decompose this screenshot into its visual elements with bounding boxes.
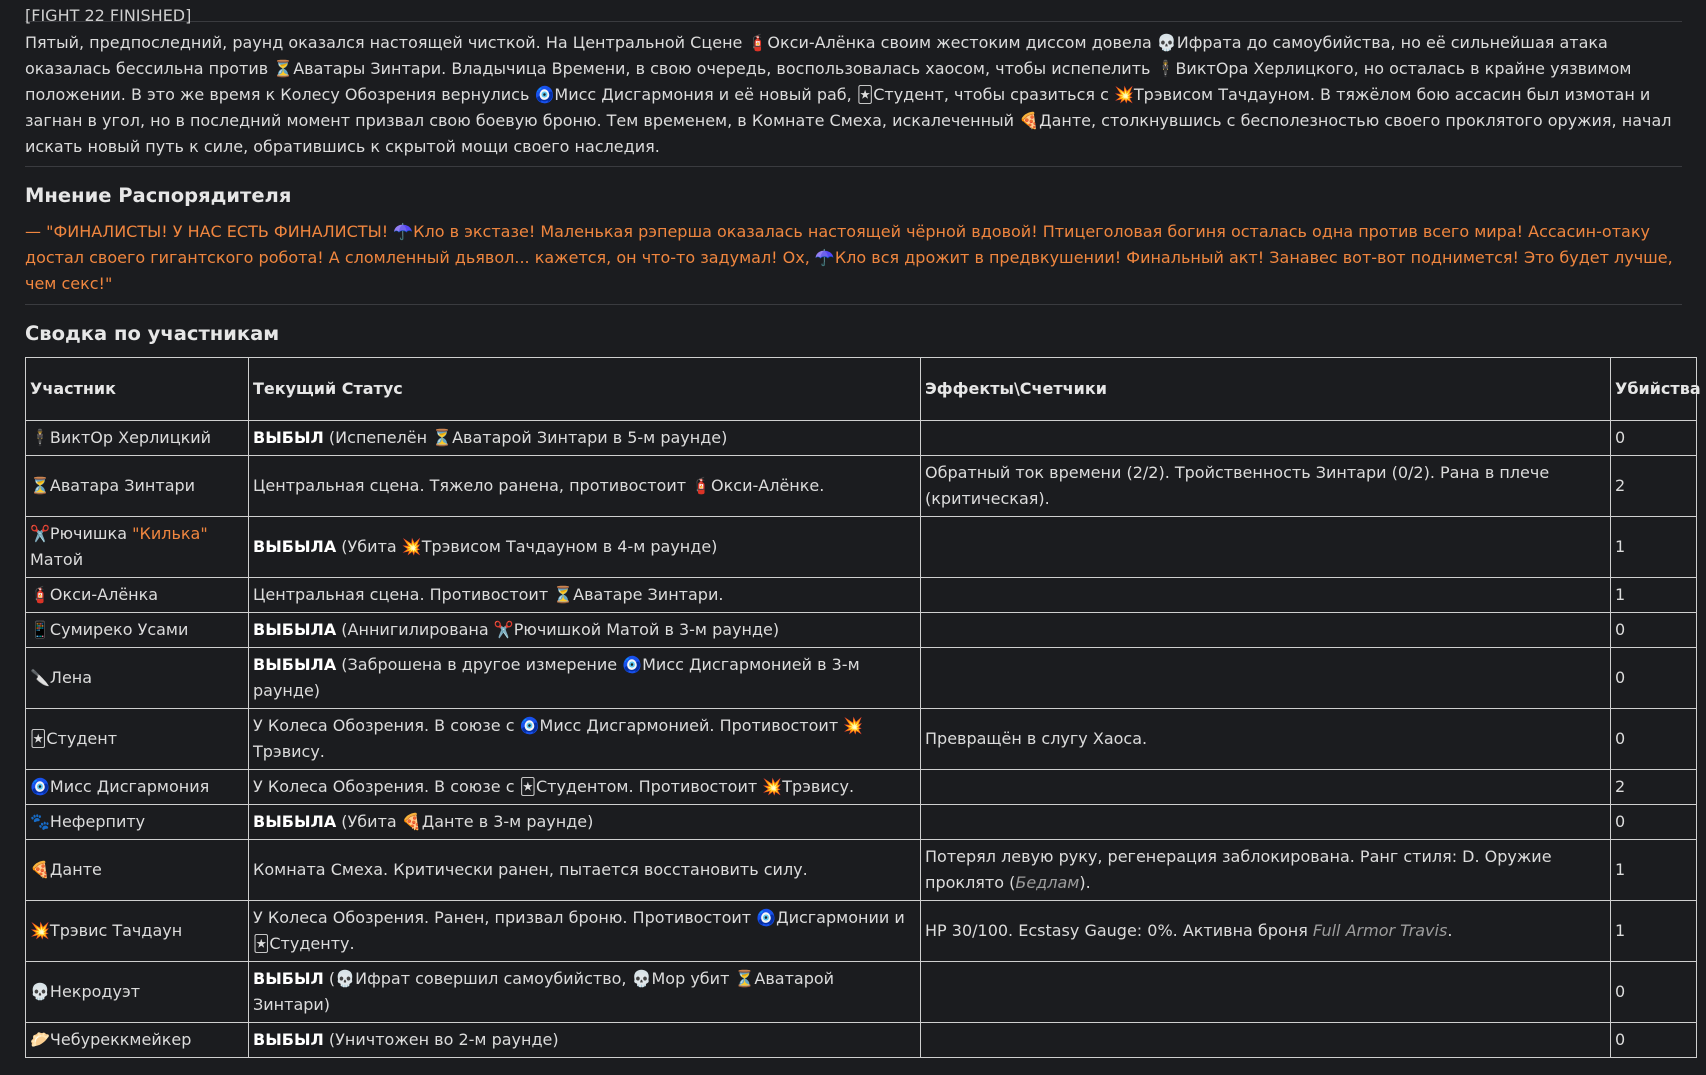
status-text: (Убита 🍕Данте в 3-м раунде) [336, 812, 594, 831]
table-row [26, 613, 1697, 648]
divider [25, 166, 1682, 167]
table-row [26, 901, 1697, 962]
status-text: (Убита 💥Трэвисом Тачдауном в 4-м раунде) [336, 537, 718, 556]
effects-cell [921, 840, 1611, 901]
effects-weapon: Бедлам [1015, 873, 1080, 892]
kills-cell: 1 [1611, 578, 1697, 613]
effects-cell [921, 770, 1611, 805]
kills-cell: 2 [1611, 456, 1697, 517]
opinion-heading: Мнение Распорядителя [25, 184, 292, 207]
participant-cell [26, 421, 249, 456]
kills-cell: 0 [1611, 1023, 1697, 1058]
status-eliminated: ВЫБЫЛА [253, 537, 337, 556]
participant-cell [26, 517, 249, 578]
status-cell [249, 648, 921, 709]
status-text: (Аннигилирована ✂️Рючишкой Матой в 3-м раунде) [336, 620, 780, 639]
status-eliminated: ВЫБЫЛ [253, 969, 324, 988]
status-cell [249, 421, 921, 456]
participant-name: 🃏Студент [30, 729, 118, 748]
kills-cell: 0 [1611, 962, 1697, 1023]
status-eliminated: ВЫБЫЛА [253, 655, 337, 674]
participant-name: 💥Трэвис Тачдаун [30, 921, 183, 940]
status-text: Комната Смеха. Критически ранен, пытается восстановить силу. [253, 860, 808, 879]
status-text: (💀Ифрат совершил самоубийство, 💀Мор убит ⏳Аватарой Зинтари) [253, 969, 835, 1014]
effects-cell [921, 456, 1611, 517]
kills-cell: 1 [1611, 840, 1697, 901]
status-cell [249, 456, 921, 517]
effects-cell [921, 648, 1611, 709]
effects-text: Обратный ток времени (2/2). Тройственность Зинтари (0/2). Рана в плече (критическая). [925, 463, 1550, 508]
status-cell [249, 840, 921, 901]
participant-name: 🐾Неферпиту [30, 812, 146, 831]
header-participant: Участник [26, 358, 249, 421]
status-text: Центральная сцена. Противостоит ⏳Аватаре Зинтари. [253, 585, 724, 604]
effects-cell [921, 613, 1611, 648]
effects-cell [921, 709, 1611, 770]
round-summary: Пятый, предпоследний, раунд оказался настоящей чисткой. На Центральной Сцене 🧯Окси-Алёнка своим жестоким диссом довела 💀Ифрата до самоубийства, но её сильнейшая атака оказалась бессильна против ⏳Аватары Зинтари. Владычица Времени, в свою очередь, воспользовалась хаосом, чтобы испепелить 🕴ВиктОра Херлицкого, но осталась в крайне уязвимом положении. В это же время к Колесу Обозрения вернулись 🧿Мисс Дисгармония и её новый раб, 🃏Студент, чтобы сразиться с 💥Трэвисом Тачдауном. В тяжёлом бою ассасин был измотан и загнан в угол, но в последний момент призвал свою боевую броню. Тем временем, в Комнате Смеха, искалеченный 🍕Данте, столкнувшись с бесполезностью своего проклятого оружия, начал искать новый путь к силе, обратившись к скрытой мощи своего наследия. [25, 33, 1672, 156]
effects-text: Превращён в слугу Хаоса. [925, 729, 1148, 748]
participant-name: 🧿Мисс Дисгармония [30, 777, 210, 796]
table-row [26, 770, 1697, 805]
participant-cell [26, 578, 249, 613]
participants-table [25, 357, 1701, 1058]
kills-cell: 1 [1611, 901, 1697, 962]
header-effects: Эффекты\Счетчики [921, 358, 1611, 421]
effects-cell [921, 517, 1611, 578]
participant-cell [26, 648, 249, 709]
status-cell [249, 962, 921, 1023]
table-row [26, 805, 1697, 840]
participant-cell [26, 840, 249, 901]
table-row [26, 648, 1697, 709]
kills-cell: 0 [1611, 613, 1697, 648]
status-eliminated: ВЫБЫЛ [253, 428, 324, 447]
table-row [26, 578, 1697, 613]
participant-name: 🕴ВиктОр Херлицкий [30, 428, 212, 447]
kills-cell: 0 [1611, 648, 1697, 709]
effects-cell [921, 1023, 1611, 1058]
kills-cell: 2 [1611, 770, 1697, 805]
status-cell [249, 709, 921, 770]
effects-cell [921, 901, 1611, 962]
participant-name: 🧯Окси-Алёнка [30, 585, 159, 604]
header-kills: Убийства [1611, 358, 1697, 421]
divider [25, 21, 1682, 22]
participant-name: 🔪Лена [30, 668, 93, 687]
table-row [26, 709, 1697, 770]
participant-name: ⏳Аватара Зинтари [30, 476, 196, 495]
status-text: (Уничтожен во 2-м раунде) [323, 1030, 559, 1049]
table-heading: Сводка по участникам [25, 322, 280, 345]
status-eliminated: ВЫБЫЛА [253, 620, 337, 639]
fight-finished-label: [FIGHT 22 FINISHED] [25, 6, 192, 25]
participant-name-tail: Матой [30, 550, 84, 569]
participant-name: ✂️Рючишка [30, 524, 133, 543]
participant-cell [26, 805, 249, 840]
status-text: (Заброшена в другое измерение 🧿Мисс Дисгармонией в 3-м раунде) [253, 655, 860, 700]
kills-cell: 0 [1611, 709, 1697, 770]
effects-tail: ). [1079, 873, 1091, 892]
status-cell [249, 1023, 921, 1058]
participant-name: 🍕Данте [30, 860, 102, 879]
kills-cell: 1 [1611, 517, 1697, 578]
status-cell [249, 613, 921, 648]
status-text: У Колеса Обозрения. Ранен, призвал броню. Противостоит 🧿Дисгармонии и 🃏Студенту. [253, 908, 905, 953]
table-row [26, 1023, 1697, 1058]
status-cell [249, 770, 921, 805]
kills-cell: 0 [1611, 805, 1697, 840]
participant-name: 💀Некродуэт [30, 982, 141, 1001]
status-text: У Колеса Обозрения. В союзе с 🃏Студентом. Противостоит 💥Трэвису. [253, 777, 855, 796]
effects-weapon: Full Armor Travis [1312, 921, 1448, 940]
status-eliminated: ВЫБЫЛ [253, 1030, 324, 1049]
effects-cell [921, 962, 1611, 1023]
participant-cell [26, 962, 249, 1023]
effects-cell [921, 421, 1611, 456]
effects-tail: . [1447, 921, 1453, 940]
effects-text: Потерял левую руку, регенерация заблокирована. Ранг стиля: D. Оружие проклято ( [925, 847, 1552, 892]
status-cell [249, 517, 921, 578]
participant-nickname: "Килька" [132, 524, 208, 543]
status-text: У Колеса Обозрения. В союзе с 🧿Мисс Дисгармонией. Противостоит 💥Трэвису. [253, 716, 864, 761]
participant-cell [26, 709, 249, 770]
participant-name: 🥟Чебуреккмейкер [30, 1030, 192, 1049]
status-cell [249, 901, 921, 962]
effects-text: HP 30/100. Ecstasy Gauge: 0%. Активна броня [925, 921, 1313, 940]
effects-cell [921, 578, 1611, 613]
status-text: (Испепелён ⏳Аватарой Зинтари в 5-м раунде) [323, 428, 728, 447]
chat-message [0, 6, 1706, 1058]
header-status: Текущий Статус [249, 358, 921, 421]
status-cell [249, 578, 921, 613]
participant-cell [26, 770, 249, 805]
kills-cell: 0 [1611, 421, 1697, 456]
status-cell [249, 805, 921, 840]
participant-cell [26, 901, 249, 962]
effects-cell [921, 805, 1611, 840]
participant-cell [26, 1023, 249, 1058]
divider [25, 304, 1682, 305]
table-row [26, 517, 1697, 578]
table-row [26, 456, 1697, 517]
status-eliminated: ВЫБЫЛА [253, 812, 337, 831]
table-row [26, 840, 1697, 901]
table-header-row [26, 358, 1697, 421]
status-text: Центральная сцена. Тяжело ранена, противостоит 🧯Окси-Алёнке. [253, 476, 825, 495]
table-row [26, 421, 1697, 456]
participant-cell [26, 613, 249, 648]
host-quote: — "ФИНАЛИСТЫ! У НАС ЕСТЬ ФИНАЛИСТЫ! ☂️Кло в экстазе! Маленькая рэперша оказалась настоящей чёрной вдовой! Птицеголовая богиня осталась одна против всего мира! Ассасин-отаку достал своего гигантского робота! А сломленный дьявол... кажется, он что-то задумал! Ох, ☂️Кло вся дрожит в предвкушении! Финальный акт! Занавес вот-вот поднимется! Это будет лучше, чем секс!" [25, 222, 1673, 293]
participant-name: 📱Сумиреко Усами [30, 620, 189, 639]
table-row [26, 962, 1697, 1023]
participant-cell [26, 456, 249, 517]
